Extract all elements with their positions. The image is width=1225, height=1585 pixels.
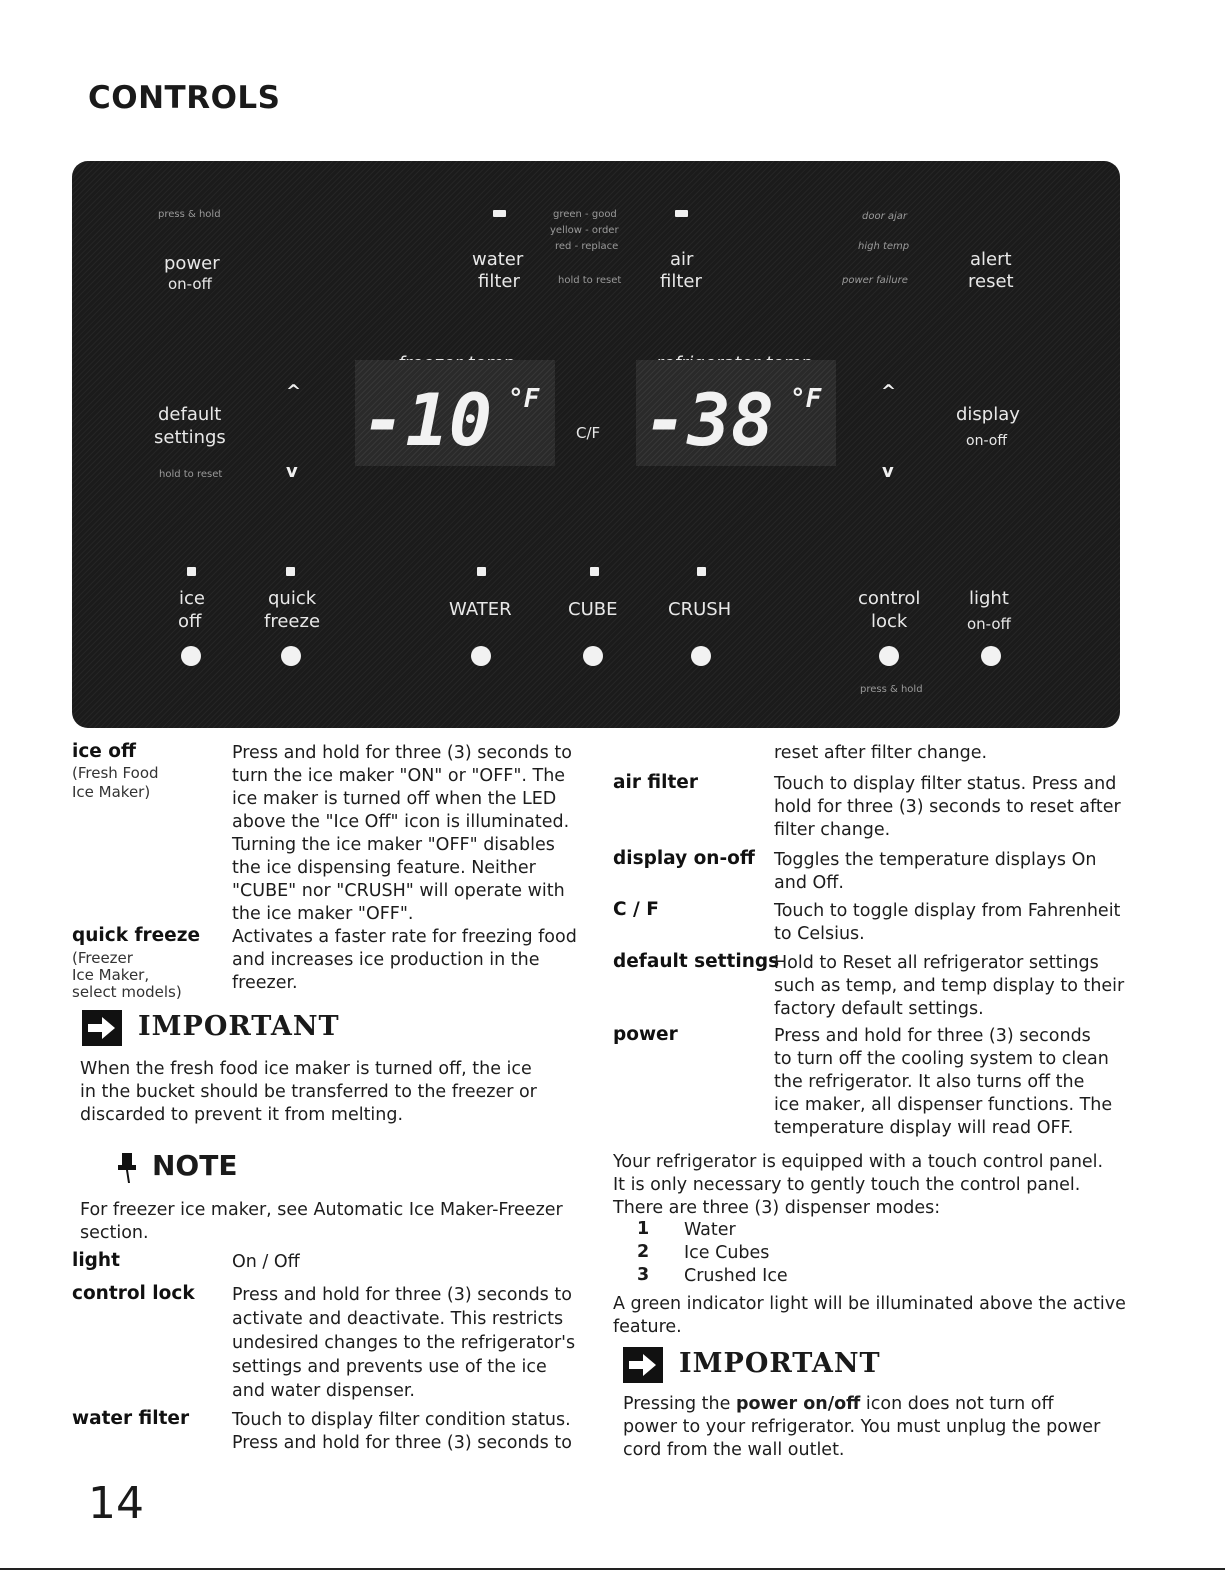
ice-off-desc-8: the ice maker "OFF".	[232, 904, 414, 924]
display-on-off-term: display on-off	[613, 848, 755, 869]
refrigerator-temp-value: -38	[644, 378, 775, 462]
ice-off-sub: off	[178, 611, 202, 632]
mode-label-2: Ice Cubes	[684, 1243, 770, 1263]
control-lock-desc-5: and water dispenser.	[232, 1381, 415, 1401]
cube-label: CUBE	[568, 599, 618, 620]
control-panel	[72, 161, 1120, 728]
default-settings-desc-3: factory default settings.	[774, 999, 984, 1019]
water-led	[477, 567, 486, 576]
ice-off-desc-7: "CUBE" nor "CRUSH" will operate with	[232, 881, 565, 901]
quick-freeze-sub-1: (Freezer	[72, 949, 133, 967]
default-settings-desc-1: Hold to Reset all refrigerator settings	[774, 953, 1099, 973]
air-filter-term: air filter	[613, 772, 698, 793]
cf-toggle-button[interactable]: C/F	[576, 424, 601, 442]
quick-freeze-sub-3: select models)	[72, 983, 182, 1001]
ice-off-desc-5: Turning the ice maker "OFF" disables	[232, 835, 555, 855]
important-arrow-icon	[82, 1010, 122, 1046]
alert-legend-power-failure: power failure	[842, 275, 908, 286]
ice-off-desc-4: above the "Ice Off" icon is illuminated.	[232, 812, 570, 832]
mode-number-3: 3	[637, 1265, 650, 1285]
freezer-temp-unit: °F	[508, 384, 540, 414]
intro-text-3: There are three (3) dispenser modes:	[613, 1198, 941, 1218]
alert-legend-door-ajar: door ajar	[862, 211, 908, 222]
control-lock-desc-3: undesired changes to the refrigerator's	[232, 1333, 576, 1353]
quick-freeze-term: quick freeze	[72, 925, 201, 946]
bottom-divider	[0, 1568, 1225, 1570]
display-on-off-desc-2: and Off.	[774, 873, 844, 893]
note-text-2: section.	[80, 1223, 149, 1243]
default-settings-label: settings	[154, 427, 226, 448]
quick-freeze-desc-3: freezer.	[232, 973, 298, 993]
ice-off-desc-6: the ice dispensing feature. Neither	[232, 858, 536, 878]
display-sub-label: on-off	[966, 433, 1007, 449]
intro-text-1: Your refrigerator is equipped with a touch control panel.	[613, 1152, 1104, 1172]
ice-off-desc-3: ice maker is turned off when the LED	[232, 789, 557, 809]
water-filter-led	[493, 210, 506, 217]
light-sub: on-off	[967, 615, 1011, 633]
water-filter-button[interactable]: water	[472, 249, 524, 270]
refrigerator-temp-unit: °F	[790, 384, 822, 414]
ice-off-desc-2: turn the ice maker "ON" or "OFF". The	[232, 766, 566, 786]
mode-number-2: 2	[637, 1242, 650, 1262]
indicator-text-1: A green indicator light will be illuminated above the active	[613, 1294, 1126, 1314]
quick-freeze-desc-1: Activates a faster rate for freezing food	[232, 927, 577, 947]
cube-led	[590, 567, 599, 576]
alert-legend-high-temp: high temp	[858, 241, 910, 252]
display-button[interactable]: display	[956, 404, 1020, 425]
power-desc-2: to turn off the cooling system to clean	[774, 1049, 1109, 1069]
note-pin-icon	[116, 1151, 142, 1185]
power-desc-1: Press and hold for three (3) seconds	[774, 1026, 1091, 1046]
important-right-line-1	[623, 1393, 1054, 1416]
important-heading-right: IMPORTANT	[679, 1348, 881, 1379]
quick-freeze-button[interactable]	[281, 646, 301, 666]
default-hold-reset: hold to reset	[159, 469, 223, 480]
power-desc-5: temperature display will read OFF.	[774, 1118, 1074, 1138]
control-lock-label: control	[858, 588, 921, 609]
filter-legend-replace: red - replace	[555, 241, 619, 252]
air-filter-led	[675, 210, 688, 217]
important-pre: Pressing the	[623, 1394, 736, 1414]
crush-led	[697, 567, 706, 576]
air-filter-button[interactable]: air	[670, 249, 694, 270]
control-lock-sub: lock	[871, 611, 908, 632]
mode-number-1: 1	[637, 1219, 650, 1239]
freezer-up-arrow-icon[interactable]: ^	[286, 381, 302, 402]
ice-off-led	[187, 567, 196, 576]
important-right-line-3: cord from the wall outlet.	[623, 1440, 845, 1460]
indicator-text-2: feature.	[613, 1317, 682, 1337]
control-lock-press-hold: press & hold	[860, 684, 923, 695]
quick-freeze-led	[286, 567, 295, 576]
ice-off-button[interactable]	[181, 646, 201, 666]
air-filter-desc-2: hold for three (3) seconds to reset after	[774, 797, 1121, 817]
crush-button[interactable]	[691, 646, 711, 666]
power-desc-3: the refrigerator. It also turns off the	[774, 1072, 1085, 1092]
ice-off-sub-1: (Fresh Food	[72, 764, 159, 782]
cf-desc-2: to Celsius.	[774, 924, 865, 944]
intro-text-2: It is only necessary to gently touch the control panel.	[613, 1175, 1081, 1195]
light-button[interactable]	[981, 646, 1001, 666]
freezer-temp-value: -10	[362, 378, 493, 462]
quick-freeze-sub-2: Ice Maker,	[72, 966, 150, 984]
important-text-1: When the fresh food ice maker is turned off, the ice	[80, 1059, 532, 1079]
important-post: icon does not turn off	[860, 1394, 1054, 1414]
cube-button[interactable]	[583, 646, 603, 666]
water-button[interactable]	[471, 646, 491, 666]
refrigerator-up-arrow-icon[interactable]: ^	[881, 381, 897, 402]
light-term: light	[72, 1250, 120, 1271]
default-settings-button[interactable]: default	[158, 404, 222, 425]
light-label: light	[969, 588, 1009, 609]
water-filter-term: water filter	[72, 1408, 190, 1429]
quick-freeze-desc-2: and increases ice production in the	[232, 950, 540, 970]
air-filter-label: filter	[660, 271, 702, 292]
important-text-2: in the bucket should be transferred to the freezer or	[80, 1082, 537, 1102]
water-filter-label: filter	[478, 271, 520, 292]
filter-legend-order: yellow - order	[550, 225, 619, 236]
default-settings-desc-2: such as temp, and temp display to their	[774, 976, 1125, 996]
alert-reset-label: reset	[968, 271, 1014, 292]
quick-freeze-sub: freeze	[264, 611, 321, 632]
cf-term: C / F	[613, 899, 659, 920]
note-heading: NOTE	[152, 1149, 238, 1182]
important-text-3: discarded to prevent it from melting.	[80, 1105, 404, 1125]
ice-off-desc-1: Press and hold for three (3) seconds to	[232, 743, 572, 763]
alert-reset-button[interactable]: alert	[970, 249, 1012, 270]
cf-desc-1: Touch to toggle display from Fahrenheit	[774, 901, 1121, 921]
important-heading-left: IMPORTANT	[138, 1011, 340, 1042]
refrigerator-down-arrow-icon[interactable]: v	[882, 461, 894, 482]
water-label: WATER	[449, 599, 512, 620]
default-settings-term: default settings	[613, 951, 780, 972]
water-filter-continued: reset after filter change.	[774, 743, 988, 763]
page-title: CONTROLS	[88, 80, 281, 116]
power-term: power	[613, 1024, 678, 1045]
air-filter-desc-3: filter change.	[774, 820, 891, 840]
filter-legend-good: green - good	[553, 209, 617, 220]
control-lock-desc-1: Press and hold for three (3) seconds to	[232, 1285, 572, 1305]
ice-off-term: ice off	[72, 741, 136, 762]
page-number: 14	[88, 1478, 144, 1529]
light-desc: On / Off	[232, 1252, 300, 1272]
important-arrow-icon-right	[623, 1347, 663, 1383]
freezer-down-arrow-icon[interactable]: v	[286, 461, 298, 482]
ice-off-sub-2: Ice Maker)	[72, 783, 151, 801]
power-sub-label: on-off	[168, 275, 212, 293]
note-text-1: For freezer ice maker, see Automatic Ice Maker-Freezer	[80, 1200, 563, 1220]
ice-off-label: ice	[179, 588, 205, 609]
important-right-line-2: power to your refrigerator. You must unplug the power	[623, 1417, 1101, 1437]
power-on-off-bold: power on/off	[735, 1394, 861, 1414]
mode-label-1: Water	[684, 1220, 736, 1240]
filter-hold-reset: hold to reset	[558, 275, 622, 286]
power-desc-4: ice maker, all dispenser functions. The	[774, 1095, 1113, 1115]
display-on-off-desc-1: Toggles the temperature displays On	[774, 850, 1097, 870]
control-lock-desc-4: settings and prevents use of the ice	[232, 1357, 547, 1377]
press-hold-label: press & hold	[158, 209, 221, 220]
water-filter-desc-1: Touch to display filter condition status.	[232, 1410, 571, 1430]
control-lock-term: control lock	[72, 1283, 195, 1304]
quick-freeze-label: quick	[268, 588, 317, 609]
mode-label-3: Crushed Ice	[684, 1266, 788, 1286]
air-filter-desc-1: Touch to display filter status. Press and	[774, 774, 1117, 794]
control-lock-desc-2: activate and deactivate. This restricts	[232, 1309, 564, 1329]
crush-label: CRUSH	[668, 599, 732, 620]
control-lock-button[interactable]	[879, 646, 899, 666]
power-button[interactable]: power	[164, 253, 220, 274]
water-filter-desc-2: Press and hold for three (3) seconds to	[232, 1433, 572, 1453]
